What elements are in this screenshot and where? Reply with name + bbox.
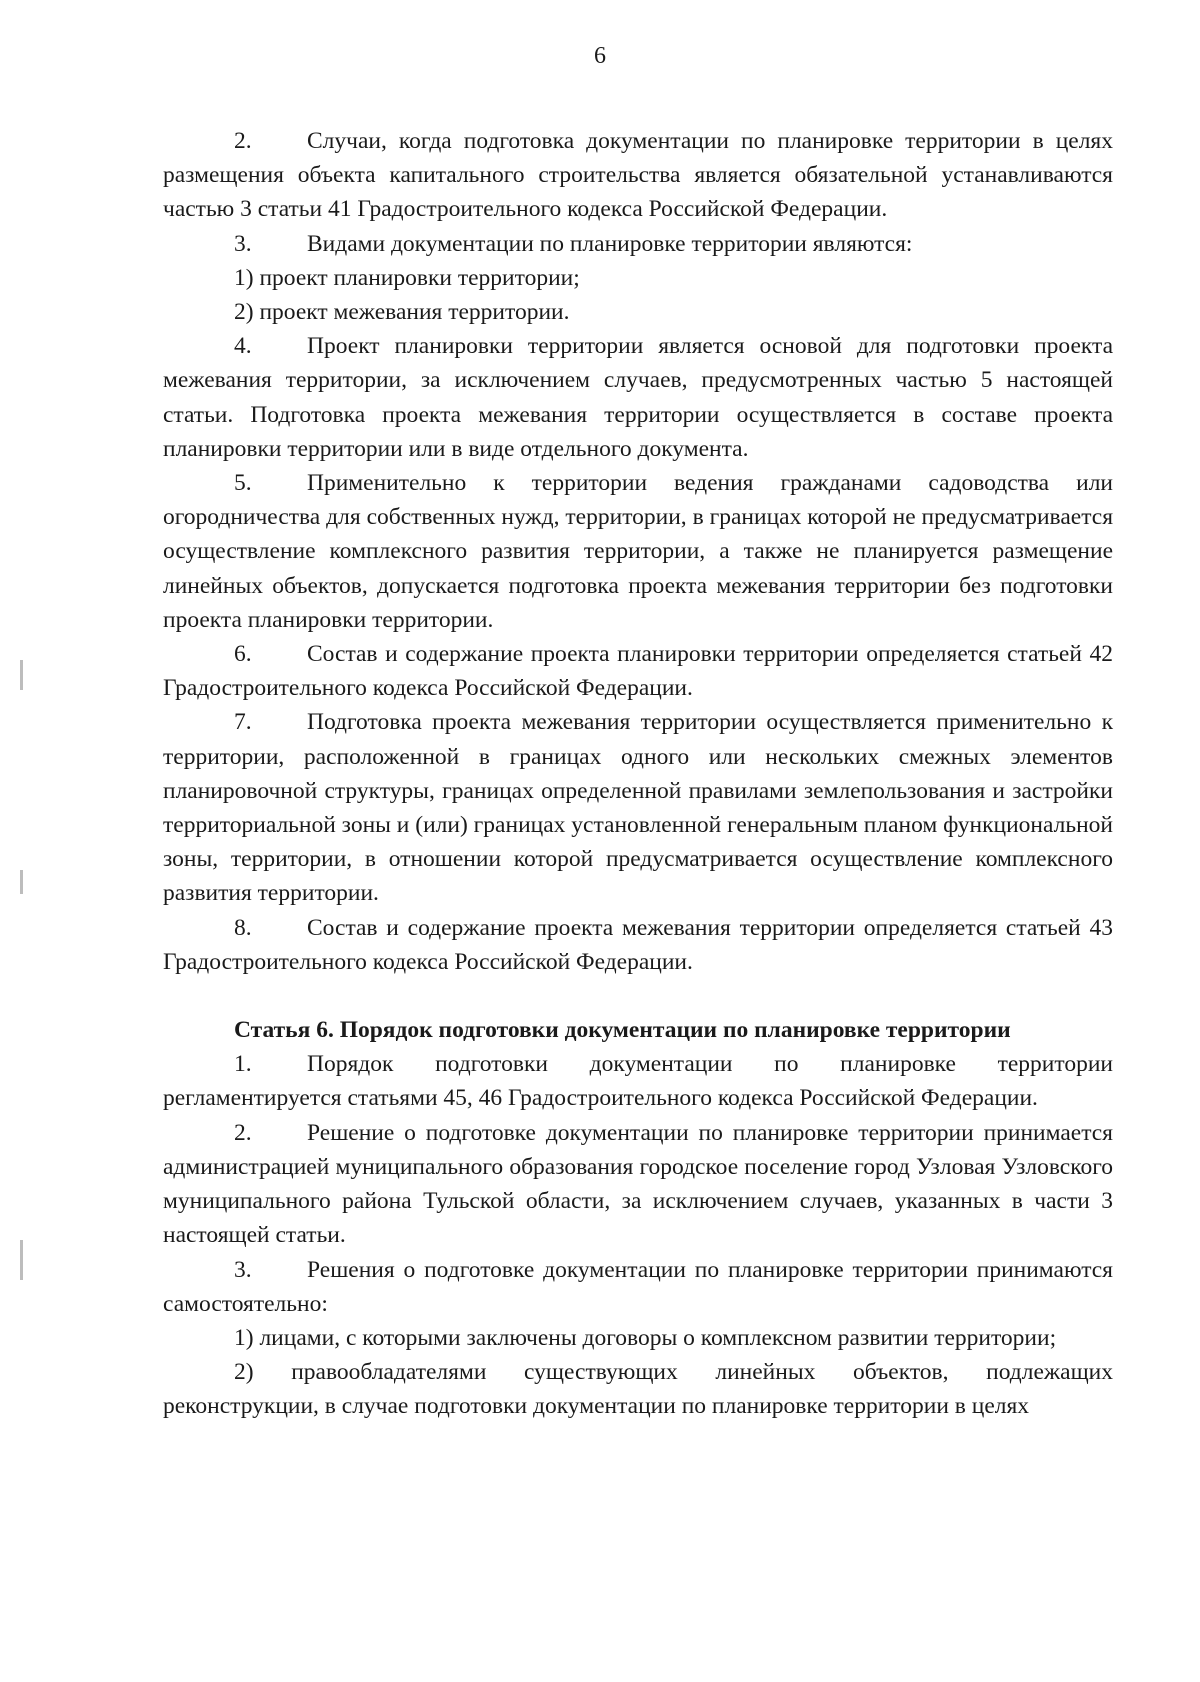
paragraph-text: Решение о подготовке документации по планировке территории принимается администрацией муниципального образования городское поселение город Узловая Узловского муниципального района Тульской области, за исключением случаев, указанных в части 3 настоящей статьи. [163,1119,1113,1249]
paragraph-4 [163,329,1113,466]
paragraph-number: 1. [234,1051,252,1078]
scan-artifact [20,870,23,894]
list-item: 2) проект межевания территории. [234,299,570,326]
paragraph-text: Состав и содержание проекта межевания территории определяется статьей 43 Градостроительного кодекса Российской Федерации. [163,914,1113,975]
scan-artifact [20,660,23,690]
paragraph-number: 7. [234,709,252,736]
article6-paragraph-1 [163,1047,1113,1115]
paragraph-text: Решения о подготовке документации по планировке территории принимаются самостоятельно: [163,1256,1113,1317]
paragraph-number: 8. [234,914,252,941]
paragraph-7 [163,705,1113,910]
paragraph-8 [163,911,1113,979]
paragraph-number: 2. [234,128,252,154]
paragraph-text: Применительно к территории ведения гражданами садоводства или огородничества для собственных нужд, территории, в границах которой не предусматривается осуществление комплексного развития территории, а также не планируется размещение линейных объектов, допускается подготовка проекта межевания территории без подготовки проекта планировки территории. [163,470,1113,633]
paragraph-text: Порядок подготовки документации по планировке территории регламентируется статьями 45, 46 Градостроительного кодекса Российской Федерации. [163,1051,1113,1112]
scan-artifact [20,1240,23,1280]
article-heading: Статья 6. Порядок подготовки документации по планировке территории [234,1017,1011,1044]
paragraph-3 [163,227,1113,261]
paragraph-number: 3. [234,230,252,257]
paragraph-2 [163,124,1113,227]
list-item: 1) проект планировки территории; [234,264,580,291]
paragraph-text: Проект планировки территории является основой для подготовки проекта межевания территории, за исключением случаев, предусмотренных частью 5 настоящей статьи. Подготовка проекта межевания территории осуществляется в составе проекта планировки территории или в виде отдельного документа. [163,333,1113,462]
page-number: 6 [594,43,606,69]
paragraph-number: 6. [234,641,252,668]
list-item: 1) лицами, с которыми заключены договоры о комплексном развитии территории; [234,1324,1057,1351]
document-body [163,124,1113,1424]
paragraph-text: Видами документации по планировке территории являются: [307,230,913,257]
paragraph-5 [163,466,1113,637]
list-item: 2) правообладателями существующих линейных объектов, подлежащих реконструкции, в случае подготовки документации по планировке территории в целях [163,1359,1113,1420]
paragraph-text: Подготовка проекта межевания территории осуществляется применительно к территории, расположенной в границах одного или нескольких смежных элементов планировочной структуры, границах определенной правилами землепользования и застройки территориальной зоны и (или) границах установленной генеральным планом функциональной зоны, территории, в отношении которой предусматривается осуществление комплексного развития территории. [163,709,1113,907]
article6-paragraph-2 [163,1116,1113,1253]
paragraph-number: 5. [234,470,252,497]
article6-paragraph-3 [163,1253,1113,1321]
paragraph-text: Случаи, когда подготовка документации по планировке территории в целях размещения объекта капитального строительства является обязательной устанавливаются частью 3 статьи 41 Градостроительного кодекса Российской Федерации. [163,128,1113,223]
paragraph-6 [163,637,1113,705]
paragraph-text: Состав и содержание проекта планировки территории определяется статьей 42 Градостроительного кодекса Российской Федерации. [163,641,1113,702]
paragraph-number: 4. [234,333,252,360]
paragraph-number: 3. [234,1256,252,1283]
paragraph-number: 2. [234,1119,252,1146]
